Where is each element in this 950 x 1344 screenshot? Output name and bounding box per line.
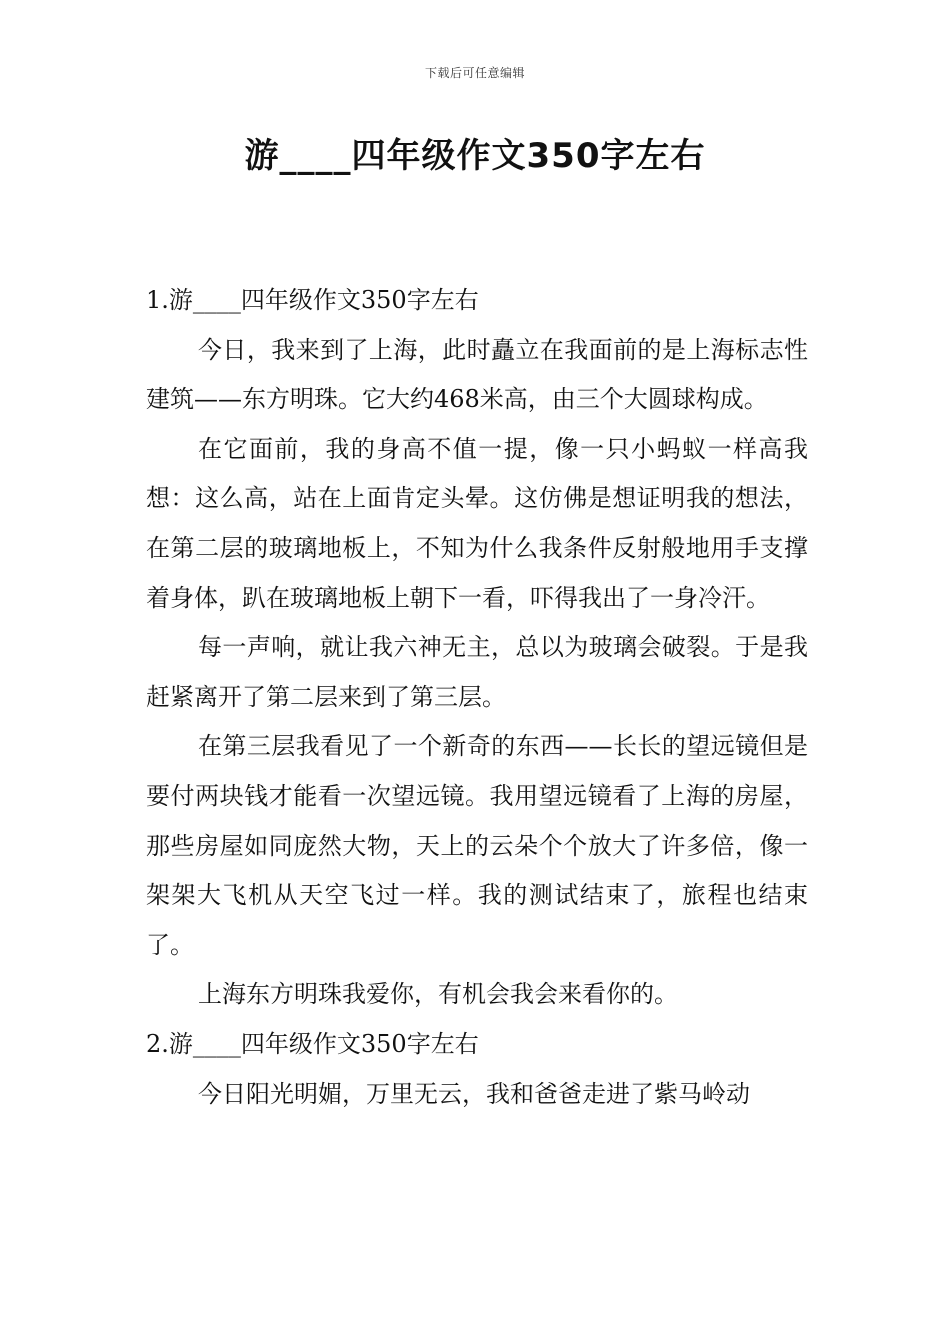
paragraph: 每一声响，就让我六神无主，总以为玻璃会破裂。于是我赶紧离开了第二层来到了第三层。 — [146, 633, 808, 711]
paragraph: 今日，我来到了上海，此时矗立在我面前的是上海标志性建筑——东方明珠。它大约468米高，由三个大圆球构成。 — [146, 335, 808, 414]
paragraph: 今日阳光明媚，万里无云，我和爸爸走进了紫马岭动 — [198, 1079, 750, 1108]
section-heading: 1.游____四年级作文350字左右 — [146, 286, 479, 314]
paragraph: 在它面前，我的身高不值一提，像一只小蚂蚁一样高我想：这么高，站在上面肯定头晕。这仿佛是想证明我的想法，在第二层的玻璃地板上，不知为什么我条件反射般地用手支撑着身体，趴在玻璃地板上朝下一看，吓得我出了一身冷汗。 — [146, 434, 808, 612]
section-heading: 2.游____四年级作文350字左右 — [146, 1029, 479, 1058]
document-body — [146, 276, 808, 1119]
document-title: 游____四年级作文350字左右 — [244, 136, 706, 176]
essay-section — [146, 1020, 808, 1119]
essay-section — [146, 276, 808, 1020]
header-note: 下载后可任意编辑 — [424, 66, 525, 80]
paragraph: 上海东方明珠我爱你，有机会我会来看你的。 — [198, 980, 678, 1009]
paragraph: 在第三层我看见了一个新奇的东西——长长的望远镜但是要付两块钱才能看一次望远镜。我用望远镜看了上海的房屋，那些房屋如同庞然大物，天上的云朵个个放大了许多倍，像一架架大飞机从天空飞过一样。我的测试结束了，旅程也结束了。 — [146, 732, 808, 959]
